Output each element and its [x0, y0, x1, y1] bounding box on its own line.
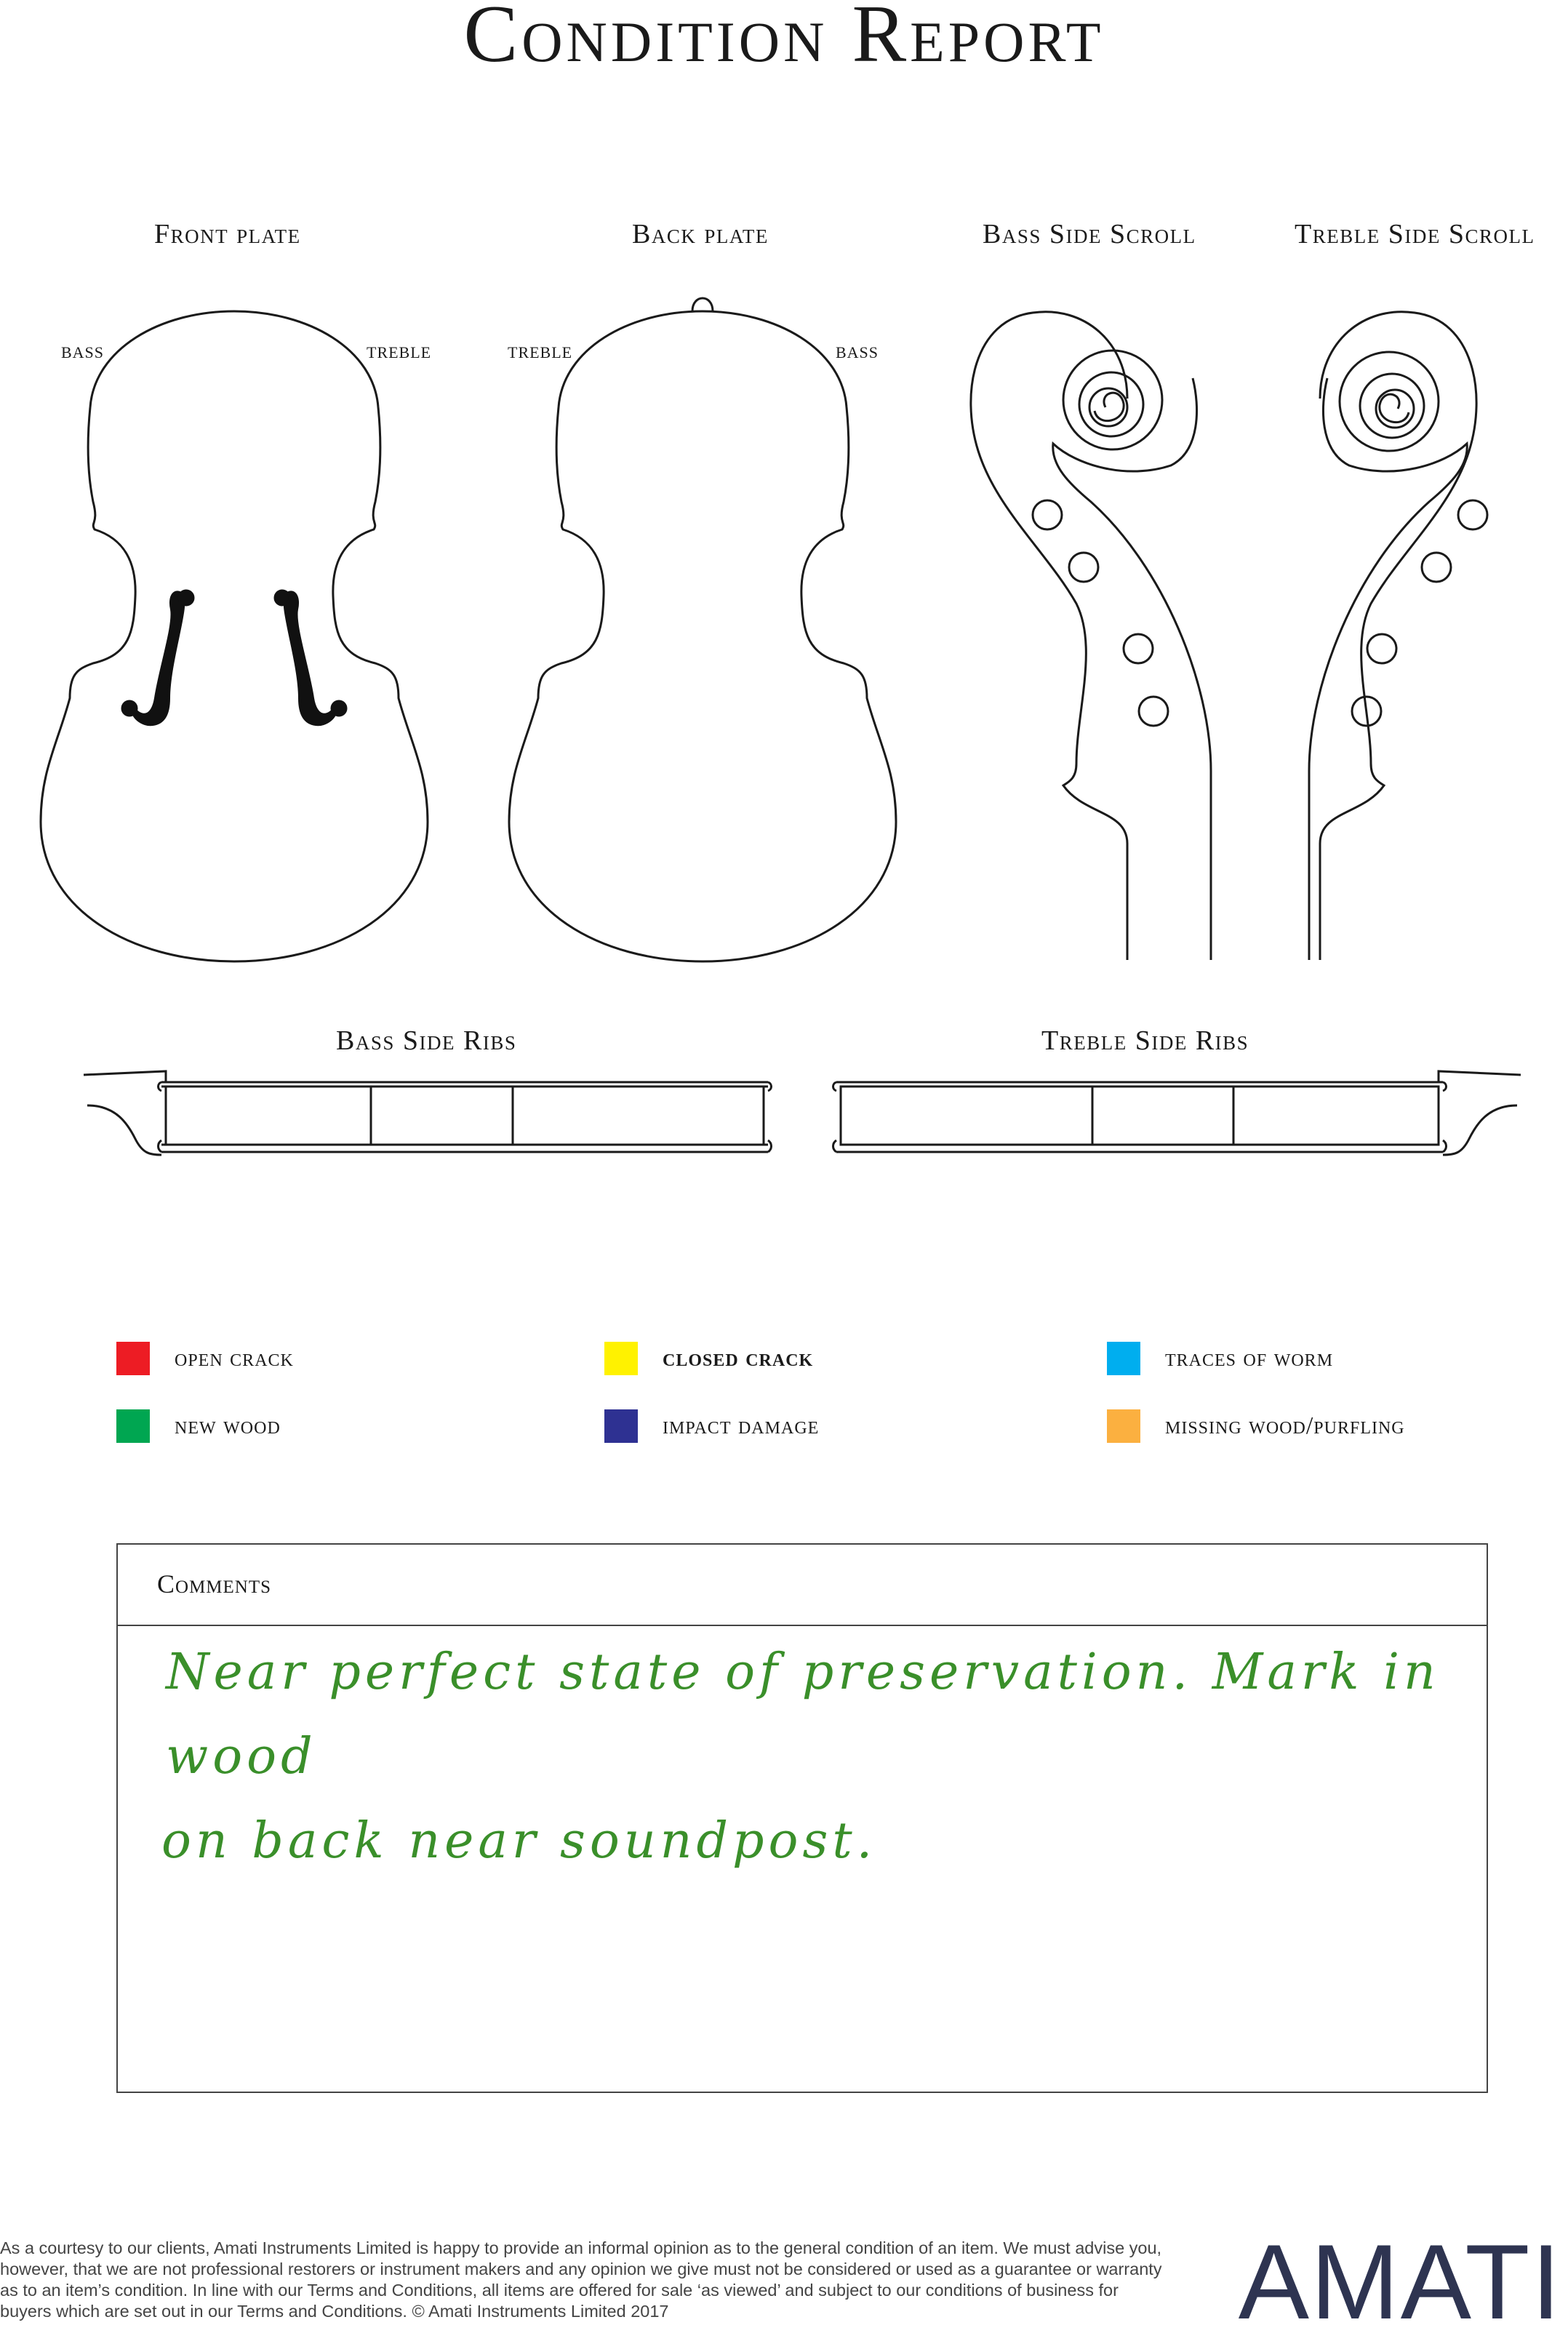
- legend-swatch: [116, 1342, 150, 1375]
- treble-side-scroll-label: Treble Side Scroll: [1295, 219, 1535, 249]
- brand-logo: AMATI: [1238, 2222, 1562, 2341]
- legend-traces-of-worm: [1107, 1342, 1333, 1375]
- front-treble-label: TREBLE: [367, 343, 432, 361]
- legend-swatch: [1107, 1409, 1140, 1443]
- legend-swatch: [604, 1409, 638, 1443]
- legend-label: closed crack: [663, 1345, 814, 1372]
- f-holes: [122, 591, 346, 724]
- back-treble-label: TREBLE: [508, 343, 573, 361]
- legend-impact-damage: [604, 1409, 819, 1443]
- treble-side-ribs: [833, 1071, 1521, 1155]
- legend-swatch: [1107, 1342, 1140, 1375]
- back-plate-outline: [509, 298, 896, 961]
- treble-side-ribs-label: Treble Side Ribs: [1041, 1025, 1249, 1056]
- bass-side-scroll-label: Bass Side Scroll: [983, 219, 1196, 249]
- comments-heading: Comments: [118, 1545, 1487, 1626]
- comments-body: [118, 1626, 1487, 1884]
- legend-closed-crack: [604, 1342, 813, 1375]
- comments-box: [116, 1543, 1488, 2093]
- legend-new-wood: [116, 1409, 281, 1443]
- legend-label: new wood: [175, 1412, 281, 1439]
- front-plate-outline: [41, 311, 428, 961]
- footer-disclaimer: As a courtesy to our clients, Amati Instruments Limited is happy to provide an informal opinion as to the general condition of an item. We must advise you, however, that we are not professional restorers or instrument makers and any opinion we give must not be considered or used as a guarantee or warranty as to an item’s condition. In line with our Terms and Conditions, all items are offered for sale ‘as viewed’ and subject to our conditions of business for buyers which are set out in our Terms and Conditions. © Amati Instruments Limited 2017: [0, 2238, 1162, 2321]
- front-bass-label: BASS: [61, 343, 105, 361]
- front-plate-label: Front plate: [154, 219, 301, 249]
- page-title: Condition Report: [463, 0, 1105, 79]
- back-bass-label: BASS: [836, 343, 879, 361]
- legend-label: impact damage: [663, 1412, 820, 1439]
- comment-line-1: Near perfect state of preservation. Mark in wood: [166, 1644, 1440, 1785]
- legend-label: traces of worm: [1165, 1345, 1334, 1372]
- treble-side-scroll: [1309, 312, 1487, 960]
- comment-line-2: on back near soundpost.: [161, 1812, 877, 1870]
- legend-open-crack: [116, 1342, 294, 1375]
- bass-side-ribs: [84, 1071, 772, 1155]
- legend-swatch: [604, 1342, 638, 1375]
- legend-label: open crack: [175, 1345, 294, 1372]
- back-plate-label: Back plate: [632, 219, 769, 249]
- bass-side-ribs-label: Bass Side Ribs: [336, 1025, 517, 1056]
- legend-missing-wood-purfling: [1107, 1409, 1405, 1443]
- legend-swatch: [116, 1409, 150, 1443]
- bass-side-scroll: [971, 312, 1211, 960]
- back-button: [692, 298, 713, 311]
- legend-label: missing wood/purfling: [1165, 1412, 1405, 1439]
